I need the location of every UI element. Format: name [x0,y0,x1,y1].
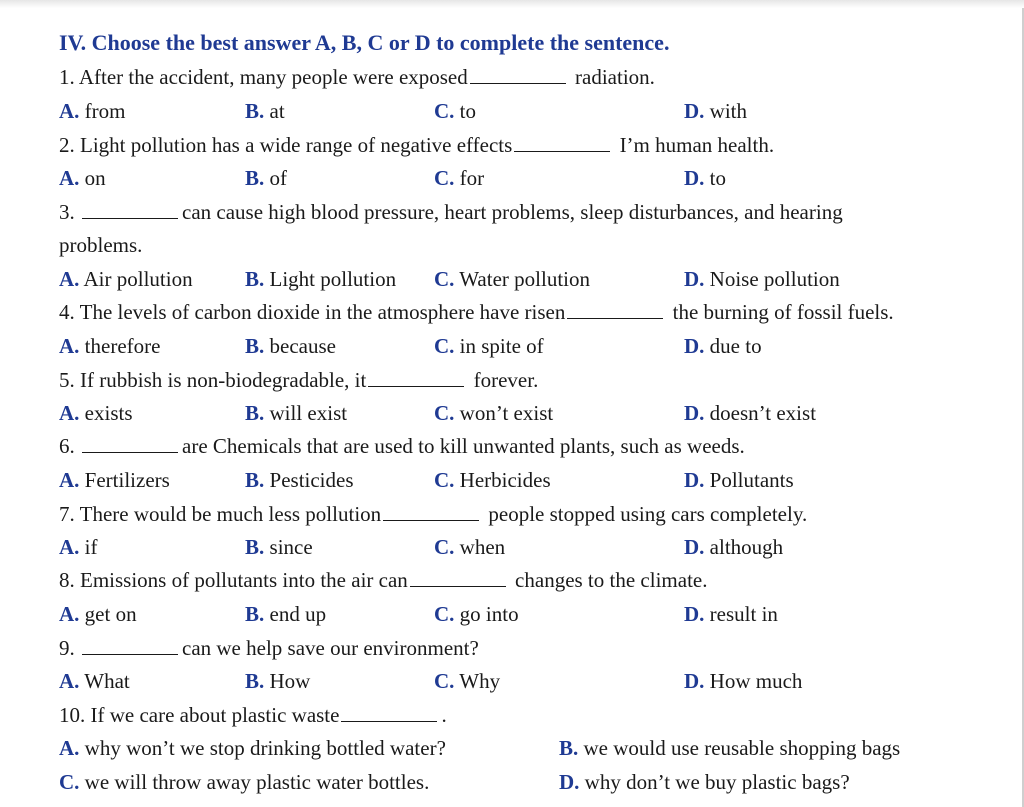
answer-blank[interactable] [567,299,663,319]
option-text: What [79,669,130,693]
option-letter: D. [559,770,580,794]
option-letter: A. [59,535,80,559]
question-2 [59,131,774,159]
question-text: 2. Light pollution has a wide range of negative effects [59,133,513,157]
option-text: Fertilizers [79,468,170,492]
option-text: exists [79,401,133,425]
option-text: end up [264,602,327,626]
option-letter: C. [434,602,455,626]
option-letter: C. [434,535,455,559]
question-3 [59,198,843,226]
option-letter: B. [559,736,579,760]
question-6-option-d[interactable] [684,466,794,494]
question-3-option-b[interactable] [245,265,396,293]
option-letter: C. [434,267,455,291]
question-7-option-c[interactable] [434,533,505,561]
question-2-option-d[interactable] [684,164,726,192]
question-10-option-b[interactable] [559,734,900,762]
question-7 [59,500,807,528]
question-3-option-a[interactable] [59,265,193,293]
option-text: will exist [264,401,348,425]
question-6-option-b[interactable] [245,466,354,494]
option-letter: A. [59,99,80,123]
option-letter: D. [684,468,705,492]
option-letter: D. [684,267,705,291]
option-text: Water pollution [454,267,590,291]
option-letter: A. [59,669,80,693]
question-4-option-d[interactable] [684,332,762,360]
question-6 [59,432,745,460]
question-text-end: can cause high blood pressure, heart problems, sleep disturbances, and hearing [182,200,843,224]
question-text-end: . [441,703,447,727]
option-letter: B. [245,468,265,492]
answer-blank[interactable] [514,132,610,152]
question-text: 7. There would be much less pollution [59,502,382,526]
option-text: due to [704,334,762,358]
option-letter: D. [684,334,705,358]
option-text: we would use reusable shopping bags [578,736,901,760]
question-7-option-a[interactable] [59,533,98,561]
option-text: Noise pollution [704,267,840,291]
question-8 [59,566,707,594]
question-1-option-d[interactable] [684,97,747,125]
question-4-option-a[interactable] [59,332,160,360]
option-text: go into [454,602,519,626]
option-text: with [704,99,748,123]
question-text-end: can we help save our environment? [182,636,479,660]
question-text: 9. [59,636,80,660]
question-2-option-b[interactable] [245,164,287,192]
option-letter: C. [59,770,80,794]
question-1-option-a[interactable] [59,97,126,125]
option-letter: A. [59,267,80,291]
option-text: why don’t we buy plastic bags? [579,770,850,794]
question-10 [59,701,447,729]
option-text: why won’t we stop drinking bottled water? [79,736,446,760]
option-text: to [454,99,477,123]
answer-blank[interactable] [82,433,178,453]
option-letter: B. [245,99,265,123]
option-text: to [704,166,727,190]
question-5-option-a[interactable] [59,399,133,427]
question-7-option-b[interactable] [245,533,313,561]
question-text-end: changes to the climate. [509,568,708,592]
question-9-option-c[interactable] [434,667,500,695]
option-letter: D. [684,401,705,425]
question-8-option-b[interactable] [245,600,326,628]
question-text-end: the burning of fossil fuels. [667,300,894,324]
question-8-option-d[interactable] [684,600,778,628]
option-letter: A. [59,401,80,425]
question-text: 8. Emissions of pollutants into the air can [59,568,408,592]
question-2-option-c[interactable] [434,164,484,192]
question-4-option-c[interactable] [434,332,544,360]
question-5 [59,366,538,394]
question-9-option-d[interactable] [684,667,802,695]
option-text: for [454,166,485,190]
option-text: won’t exist [454,401,554,425]
option-letter: B. [245,334,265,358]
question-5-option-b[interactable] [245,399,347,427]
question-8-option-a[interactable] [59,600,137,628]
option-letter: D. [684,535,705,559]
option-text: when [454,535,506,559]
question-text-end: radiation. [569,65,655,89]
option-text: therefore [79,334,161,358]
option-letter: C. [434,468,455,492]
option-letter: C. [434,669,455,693]
answer-blank[interactable] [82,199,178,219]
option-letter: B. [245,267,265,291]
question-text-end: are Chemicals that are used to kill unwanted plants, such as weeds. [182,434,745,458]
question-1-option-c[interactable] [434,97,476,125]
question-10-option-a[interactable] [59,734,446,762]
question-4 [59,298,894,326]
question-text: 4. The levels of carbon dioxide in the atmosphere have risen [59,300,566,324]
question-9 [59,634,479,662]
question-3-option-d[interactable] [684,265,840,293]
option-letter: A. [59,736,80,760]
option-letter: D. [684,669,705,693]
option-text: although [704,535,784,559]
option-text: Air pollution [79,267,193,291]
option-text: if [79,535,98,559]
option-text: doesn’t exist [704,401,817,425]
option-letter: B. [245,535,265,559]
option-letter: B. [245,166,265,190]
question-text: 10. If we care about plastic waste [59,703,340,727]
option-text: in spite of [454,334,544,358]
question-text: 6. [59,434,80,458]
question-3-option-c[interactable] [434,265,590,293]
option-letter: C. [434,334,455,358]
option-text: at [264,99,285,123]
question-8-option-c[interactable] [434,600,519,628]
question-6-option-a[interactable] [59,466,170,494]
option-letter: A. [59,334,80,358]
question-2-option-a[interactable] [59,164,106,192]
question-5-option-d[interactable] [684,399,816,427]
answer-blank[interactable] [470,64,566,84]
option-text: How [264,669,311,693]
question-10-option-d[interactable] [559,768,850,796]
option-letter: A. [59,602,80,626]
question-text-end: I’m human health. [614,133,775,157]
question-4-option-b[interactable] [245,332,336,360]
question-6-option-c[interactable] [434,466,551,494]
option-text: because [264,334,336,358]
question-text: 1. After the accident, many people were exposed [59,65,468,89]
option-text: Why [454,669,501,693]
option-letter: D. [684,166,705,190]
question-7-option-d[interactable] [684,533,783,561]
option-text: since [264,535,313,559]
section-heading: IV. Choose the best answer A, B, C or D to complete the sentence. [59,30,670,55]
option-text: result in [704,602,778,626]
option-text: Light pollution [264,267,397,291]
question-1 [59,63,655,91]
option-letter: B. [245,401,265,425]
question-text: 3. [59,200,80,224]
page-top-shadow [0,0,1024,8]
question-text-end: people stopped using cars completely. [483,502,808,526]
option-letter: C. [434,401,455,425]
option-letter: C. [434,166,455,190]
option-text: How much [704,669,803,693]
option-letter: A. [59,468,80,492]
option-letter: A. [59,166,80,190]
option-text: Pesticides [264,468,354,492]
option-text: get on [79,602,137,626]
question-3-continuation: problems. [59,233,143,257]
option-text: we will throw away plastic water bottles. [79,770,430,794]
answer-blank[interactable] [368,367,464,387]
question-5-option-c[interactable] [434,399,553,427]
question-10-option-c[interactable] [59,768,429,796]
option-text: Pollutants [704,468,794,492]
answer-blank[interactable] [383,501,479,521]
question-9-option-a[interactable] [59,667,130,695]
option-text: from [79,99,126,123]
option-letter: D. [684,99,705,123]
question-text: 5. If rubbish is non-biodegradable, it [59,368,367,392]
option-letter: B. [245,602,265,626]
question-9-option-b[interactable] [245,667,310,695]
answer-blank[interactable] [410,567,506,587]
option-letter: C. [434,99,455,123]
option-text: Herbicides [454,468,551,492]
question-1-option-b[interactable] [245,97,285,125]
question-text-end: forever. [468,368,539,392]
answer-blank[interactable] [341,702,437,722]
option-text: of [264,166,288,190]
answer-blank[interactable] [82,635,178,655]
option-letter: B. [245,669,265,693]
option-letter: D. [684,602,705,626]
option-text: on [79,166,106,190]
